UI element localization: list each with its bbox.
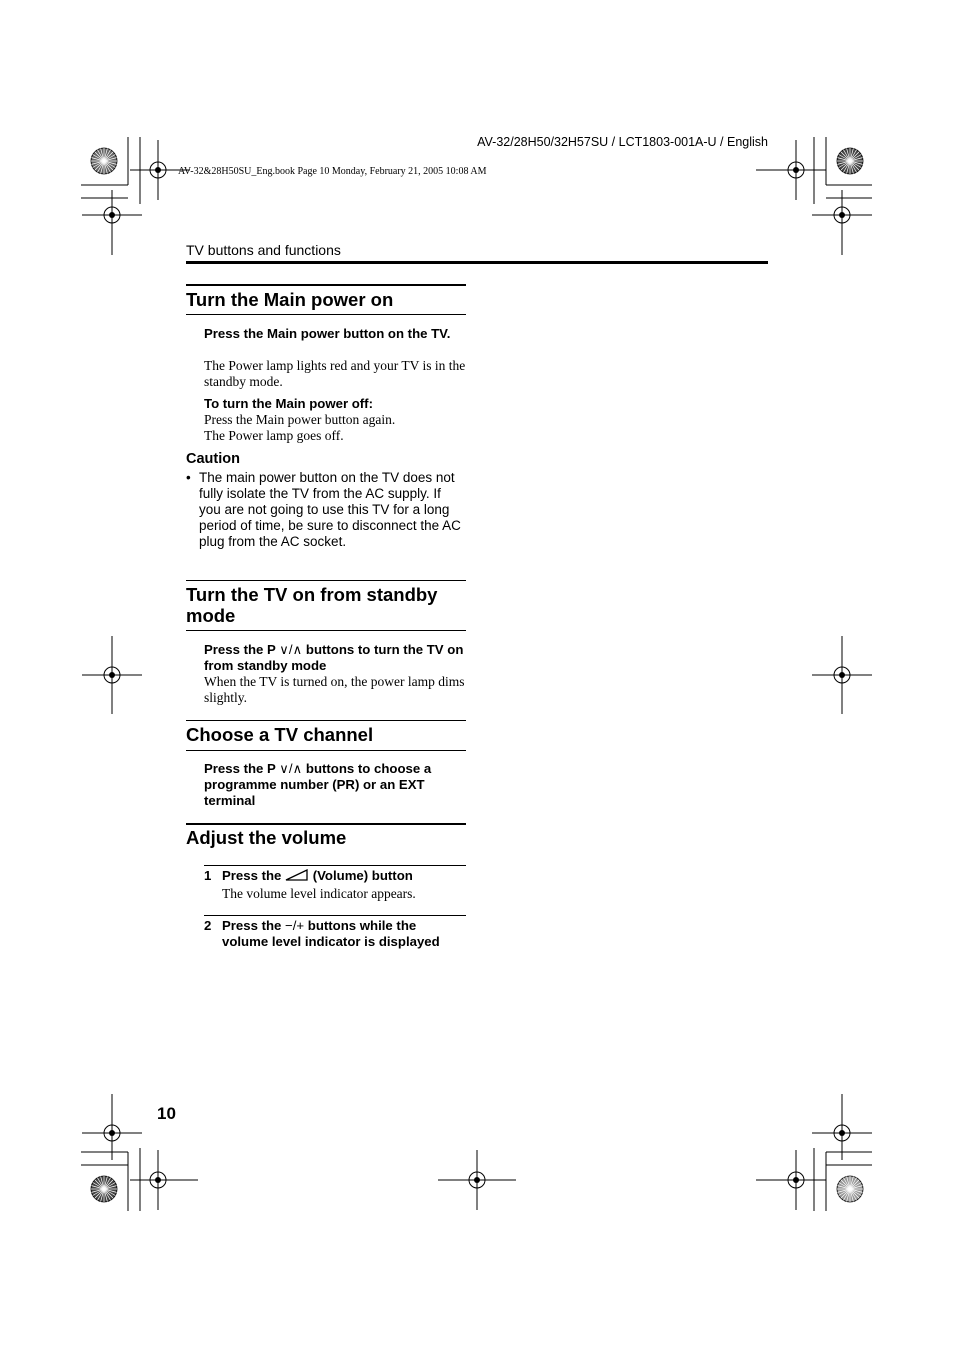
minus-plus-icon: −/+ bbox=[285, 918, 305, 933]
header-rule bbox=[186, 261, 768, 264]
p-up-down-icon: ∨/∧ bbox=[279, 642, 303, 657]
section-rule bbox=[186, 720, 466, 721]
description-standby-on: When the TV is turned on, the power lamp dims slightly. bbox=[204, 674, 465, 705]
instruction-standby: Press the P ∨/∧ buttons to turn the TV on from standby mode bbox=[204, 642, 464, 673]
step-number: 2 bbox=[204, 918, 212, 933]
section-rule bbox=[186, 284, 466, 286]
section-rule bbox=[186, 630, 466, 631]
section-title-standby: Turn the TV on from standby mode bbox=[186, 584, 438, 626]
section-rule bbox=[186, 314, 466, 315]
book-print-info: AV-32&28H50SU_Eng.book Page 10 Monday, February 21, 2005 10:08 AM bbox=[178, 166, 487, 177]
bullet-icon: • bbox=[186, 470, 191, 485]
step-rule bbox=[204, 915, 466, 916]
p-up-down-icon: ∨/∧ bbox=[279, 761, 303, 776]
section-rule bbox=[186, 750, 466, 751]
step-rule bbox=[204, 865, 466, 866]
volume-icon bbox=[285, 869, 309, 881]
instruction-main-power: Press the Main power button on the TV. bbox=[204, 326, 451, 341]
description-volume-indicator: The volume level indicator appears. bbox=[222, 886, 416, 901]
caution-title: Caution bbox=[186, 451, 240, 467]
description-power-off-2: The Power lamp goes off. bbox=[204, 428, 344, 443]
description-power-off-1: Press the Main power button again. bbox=[204, 412, 396, 427]
caution-text: The main power button on the TV does not fully isolate the TV from the AC supply. If you are not going to use this TV for a long period of time, be sure to disconnect the AC plug from the AC socket. bbox=[199, 470, 461, 549]
section-rule bbox=[186, 580, 466, 581]
step-number: 1 bbox=[204, 868, 212, 883]
instruction-power-off-title: To turn the Main power off: bbox=[204, 396, 373, 411]
section-header: TV buttons and functions bbox=[186, 242, 341, 258]
step-1: 1 Press the (Volume) button bbox=[204, 868, 413, 883]
document-reference: AV-32/28H50/32H57SU / LCT1803-001A-U / English bbox=[477, 135, 768, 149]
section-rule bbox=[186, 823, 466, 825]
section-title-main-power: Turn the Main power on bbox=[186, 289, 394, 310]
caution-item bbox=[186, 470, 466, 550]
step-2: 2 Press the −/+ buttons while the volume level indicator is displayed bbox=[204, 918, 440, 949]
page-number: 10 bbox=[157, 1104, 176, 1123]
description-standby: The Power lamp lights red and your TV is in the standby mode. bbox=[204, 358, 466, 389]
instruction-channel: Press the P ∨/∧ buttons to choose a programme number (PR) or an EXT terminal bbox=[204, 761, 432, 808]
section-title-channel: Choose a TV channel bbox=[186, 724, 374, 745]
section-title-volume: Adjust the volume bbox=[186, 827, 347, 848]
